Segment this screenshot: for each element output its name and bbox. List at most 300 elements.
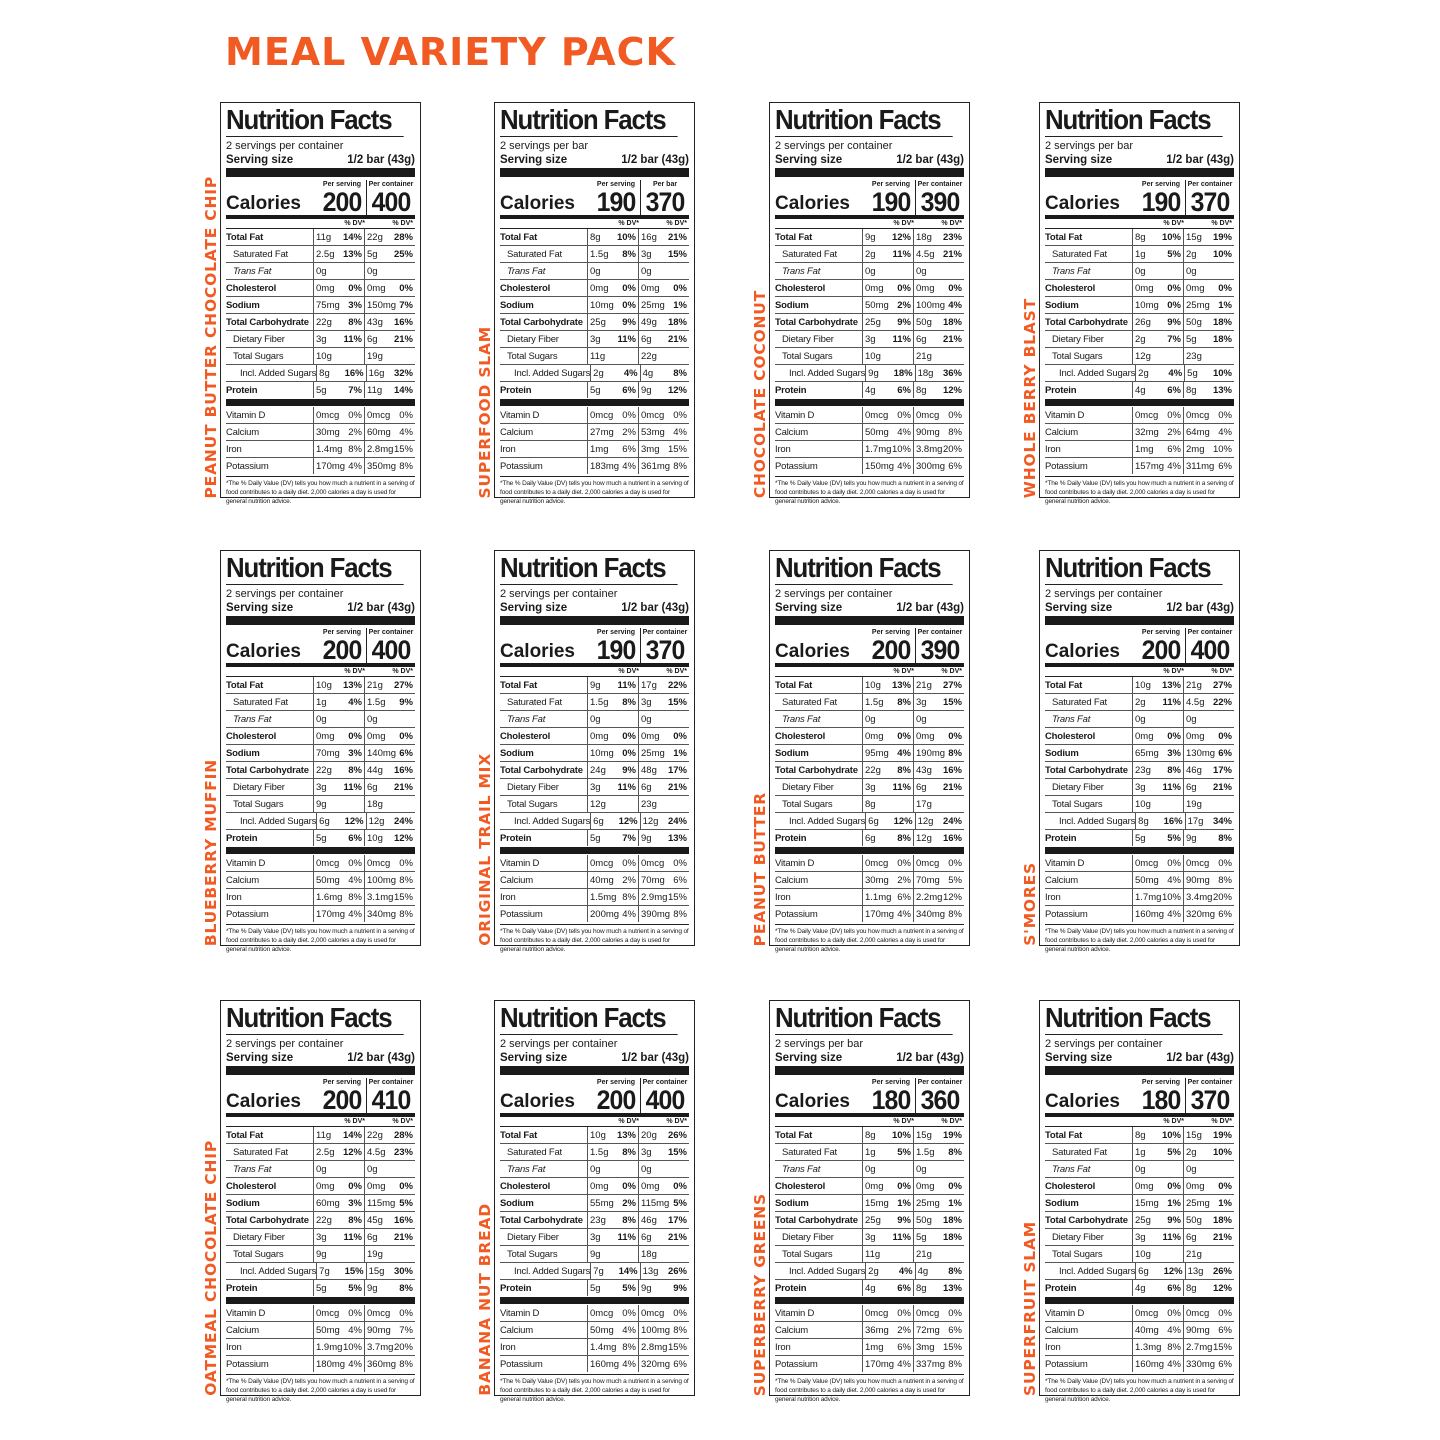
calories-column-header: Per serving: [1141, 1079, 1181, 1086]
nutrient-name: Total Carbohydrate: [226, 316, 309, 328]
nutrient-amount: 23g: [1183, 348, 1213, 364]
nutrient-amount: 21g: [913, 677, 943, 693]
nutrient-row: [775, 1161, 964, 1178]
nutrient-amount: 4g: [862, 382, 892, 398]
nutrient-amount: 0mg: [313, 1178, 343, 1194]
nutrient-name: Cholesterol: [500, 1180, 551, 1192]
nutrient-amount: 115mg: [364, 1195, 394, 1211]
nutrient-amount: 23g: [1132, 762, 1162, 778]
nutrient-row: [1045, 1263, 1234, 1280]
nutrient-amount: 190mg: [913, 745, 943, 761]
nutrient-name: Cholesterol: [1045, 282, 1096, 294]
nutrition-facts-heading: Nutrition Facts: [500, 105, 678, 137]
vitamin-amount: 60mg: [364, 424, 394, 440]
nutrient-dv: 6%: [348, 832, 362, 844]
vitamin-amount: 157mg: [1132, 458, 1162, 474]
vitamin-amount: 27mg: [587, 424, 617, 440]
dv-header: % DV*: [1211, 668, 1232, 675]
nutrient-amount: 0g: [1183, 711, 1213, 727]
nutrient-amount: 50mg: [862, 297, 892, 313]
calories-label: Calories: [1045, 1091, 1120, 1112]
dv-header-row: [226, 1117, 415, 1127]
nutrient-dv: [343, 263, 364, 279]
nutrient-amount: 46g: [638, 1212, 668, 1228]
nutrient-dv: 8%: [948, 1265, 962, 1277]
nutrition-facts-label: [220, 550, 421, 953]
nutrient-row: [500, 314, 689, 331]
calories-column: [592, 1078, 640, 1113]
nutrient-row: [226, 728, 415, 745]
dv-header-row: [775, 667, 964, 677]
flavor-name: WHOLE BERRY BLAST: [1021, 297, 1039, 498]
vitamin-amount: 0mcg: [862, 407, 892, 423]
nutrient-dv: 26%: [1212, 1265, 1232, 1277]
nutrient-dv: 0%: [1167, 282, 1181, 294]
nutrient-dv: 1%: [673, 299, 687, 311]
nutrient-dv: 10%: [891, 1129, 911, 1141]
nutrient-dv: [1213, 711, 1234, 727]
nutrient-row: [500, 694, 689, 711]
nutrient-dv: [343, 1161, 364, 1177]
nutrient-dv: 21%: [942, 781, 962, 793]
nutrient-dv: 27%: [1212, 679, 1232, 691]
nutrient-amount: 2g: [1132, 331, 1162, 347]
nutrient-amount: 0g: [1183, 1161, 1213, 1177]
vitamin-dv: 6%: [948, 1324, 962, 1336]
calories-value: 190: [1141, 187, 1181, 217]
nutrient-amount: 95mg: [862, 745, 892, 761]
vitamin-amount: 90mg: [1183, 872, 1213, 888]
serving-size-label: Serving size: [1045, 1052, 1113, 1064]
nutrient-row: [226, 1280, 415, 1296]
calories-value: 360: [920, 1085, 960, 1115]
vitamin-dv: 4%: [622, 460, 636, 472]
vitamin-amount: 0mcg: [364, 855, 394, 871]
vitamin-dv: 5%: [948, 874, 962, 886]
flavor-label: [201, 1000, 221, 1396]
nutrient-dv: [617, 711, 638, 727]
vitamin-dv: 4%: [897, 426, 911, 438]
vitamin-amount: 0mcg: [313, 1305, 343, 1321]
nutrient-amount: 22g: [313, 762, 343, 778]
nutrient-row: [775, 779, 964, 796]
dv-footnote: *The % Daily Value (DV) tells you how much a nutrient in a serving of food contributes to a daily diet. 2,000 calories a day is used for general nutrition advice.: [775, 924, 964, 954]
nutrient-row: [226, 1178, 415, 1195]
vitamin-dv: 4%: [399, 426, 413, 438]
nutrient-dv: 18%: [942, 316, 962, 328]
nutrient-amount: 21g: [364, 677, 394, 693]
nutrient-amount: 25mg: [638, 745, 668, 761]
calories-value: 400: [1190, 635, 1230, 665]
nutrient-row: [775, 1195, 964, 1212]
nutrient-amount: 48g: [638, 762, 668, 778]
flavor-name: S'MORES: [1021, 862, 1039, 946]
nutrient-amount: 2.5g: [313, 1144, 343, 1160]
vitamin-amount: 337mg: [913, 1356, 943, 1372]
nutrient-dv: [943, 348, 964, 364]
nutrient-amount: 140mg: [364, 745, 394, 761]
nutrient-row: [226, 1229, 415, 1246]
nutrient-dv: 10%: [1212, 1146, 1232, 1158]
nutrient-row: [500, 728, 689, 745]
nutrient-amount: 6g: [364, 779, 394, 795]
thick-divider: [775, 1297, 964, 1304]
nutrient-amount: 21g: [913, 1246, 943, 1262]
nutrient-amount: 6g: [1183, 1229, 1213, 1245]
nutrient-dv: 8%: [348, 316, 362, 328]
nutrient-name: Saturated Fat: [233, 1146, 288, 1158]
dv-footnote: *The % Daily Value (DV) tells you how much a nutrient in a serving of food contributes to a daily diet. 2,000 calories a day is used for general nutrition advice.: [1045, 1374, 1234, 1404]
nutrient-amount: 0mg: [587, 1178, 617, 1194]
nutrient-amount: 130mg: [1183, 745, 1213, 761]
calories-value: 190: [596, 635, 636, 665]
nutrient-amount: 1.5g: [587, 246, 617, 262]
vitamin-row: [1045, 424, 1234, 441]
nutrient-name: Total Fat: [500, 679, 538, 691]
nutrition-facts-label: [769, 550, 970, 953]
calories-value: 200: [1141, 635, 1181, 665]
vitamin-dv: 8%: [948, 426, 962, 438]
vitamin-amount: 3mg: [638, 441, 668, 457]
nutrient-amount: 22g: [364, 1127, 394, 1143]
nutrient-name: Total Sugars: [507, 350, 558, 362]
servings-per-container: 2 servings per bar: [775, 1038, 864, 1050]
nutrient-row: [500, 1161, 689, 1178]
nutrient-dv: 16%: [942, 832, 962, 844]
nutrient-amount: 11g: [313, 1127, 343, 1143]
calories-column: [318, 180, 366, 215]
dv-header-row: [1045, 219, 1234, 229]
nutrient-name: Sodium: [1045, 299, 1079, 311]
nutrient-amount: 0mg: [587, 728, 617, 744]
nutrient-row: [226, 779, 415, 796]
vitamin-amount: 50mg: [1132, 872, 1162, 888]
vitamin-dv: 8%: [948, 1358, 962, 1370]
dv-header-row: [226, 667, 415, 677]
flavor-name: OATMEAL CHOCOLATE CHIP: [202, 1140, 220, 1396]
vitamin-amount: 361mg: [638, 458, 668, 474]
nutrient-amount: 19g: [1183, 796, 1213, 812]
vitamin-amount: 320mg: [638, 1356, 668, 1372]
vitamin-dv: 10%: [891, 443, 911, 455]
nutrient-name: Protein: [775, 832, 807, 844]
nutrient-name: Protein: [1045, 384, 1077, 396]
nutrient-dv: 1%: [673, 747, 687, 759]
nutrient-name: Total Carbohydrate: [1045, 764, 1128, 776]
nutrient-amount: 13g: [640, 1263, 668, 1279]
nutrient-row: [1045, 331, 1234, 348]
vitamin-row: [1045, 872, 1234, 889]
nutrient-amount: 0g: [913, 711, 943, 727]
nutrient-amount: 0mg: [913, 728, 943, 744]
flavor-name: BLUEBERRY MUFFIN: [202, 758, 220, 946]
calories-label: Calories: [1045, 193, 1120, 214]
nutrient-amount: 22g: [364, 229, 394, 245]
vitamin-dv: 0%: [1218, 857, 1232, 869]
nutrient-name: Trans Fat: [782, 1163, 821, 1175]
nutrient-name: Incl. Added Sugars: [240, 1265, 317, 1277]
vitamin-amount: 0mcg: [913, 1305, 943, 1321]
flavor-name: SUPERFOOD SLAM: [476, 325, 494, 498]
vitamin-dv: 0%: [897, 409, 911, 421]
nutrient-name: Total Fat: [1045, 231, 1083, 243]
nutrient-dv: 13%: [342, 679, 362, 691]
vitamin-name: Vitamin D: [226, 409, 266, 421]
nutrient-amount: 11g: [587, 348, 617, 364]
nutrient-row: [1045, 830, 1234, 846]
vitamin-row: [500, 1322, 689, 1339]
nutrient-name: Dietary Fiber: [1052, 1231, 1104, 1243]
nutrient-dv: 6%: [399, 747, 413, 759]
nutrient-dv: 12%: [618, 815, 638, 827]
serving-size-label: Serving size: [226, 1052, 294, 1064]
vitamin-row: [775, 441, 964, 458]
nutrient-row: [226, 280, 415, 297]
serving-size-row: [775, 153, 964, 167]
flavor-name: PEANUT BUTTER: [751, 791, 769, 946]
nutrition-facts-label: [220, 102, 421, 505]
vitamin-amount: 2.8mg: [364, 441, 394, 457]
nutrient-dv: [394, 263, 415, 279]
vitamin-amount: 1.7mg: [862, 441, 892, 457]
vitamin-amount: 70mg: [913, 872, 943, 888]
nutrient-amount: 75mg: [313, 297, 343, 313]
nutrient-dv: 5%: [897, 1146, 911, 1158]
nutrient-row: [775, 331, 964, 348]
nutrient-dv: 5%: [673, 1197, 687, 1209]
nutrient-row: [1045, 1212, 1234, 1229]
vitamin-row: [500, 441, 689, 458]
nutrient-dv: 19%: [942, 1129, 962, 1141]
nutrient-name: Sodium: [1045, 747, 1079, 759]
nutrient-name: Total Fat: [500, 1129, 538, 1141]
nutrient-name: Cholesterol: [775, 730, 826, 742]
nutrient-dv: 27%: [393, 679, 413, 691]
vitamin-dv: 0%: [897, 857, 911, 869]
nutrient-row: [1045, 1246, 1234, 1263]
nutrient-row: [500, 830, 689, 846]
nutrient-amount: 26g: [1132, 314, 1162, 330]
nutrition-facts-label: [769, 102, 970, 505]
nutrient-name: Saturated Fat: [507, 1146, 562, 1158]
nutrient-dv: 22%: [667, 679, 687, 691]
nutrient-row: [775, 365, 964, 382]
nutrient-dv: 21%: [393, 333, 413, 345]
vitamin-dv: 15%: [393, 891, 413, 903]
vitamin-dv: 4%: [1167, 1324, 1181, 1336]
nutrient-dv: 2%: [897, 299, 911, 311]
servings-per-container: 2 servings per container: [775, 588, 893, 600]
thick-divider: [1045, 847, 1234, 854]
nutrient-dv: 8%: [622, 1214, 636, 1226]
nutrient-amount: 8g: [913, 1280, 943, 1296]
calories-column: [1185, 628, 1234, 663]
nutrient-dv: [394, 348, 415, 364]
nutrient-name: Total Sugars: [507, 1248, 558, 1260]
nutrient-dv: [1162, 1161, 1183, 1177]
calories-value: 390: [920, 635, 960, 665]
nutrient-row: [500, 677, 689, 694]
nutrient-name: Cholesterol: [1045, 1180, 1096, 1192]
nutrient-name: Total Carbohydrate: [775, 764, 858, 776]
nutrient-amount: 15g: [1183, 1127, 1213, 1143]
nutrient-amount: 5g: [1184, 365, 1213, 381]
nutrient-dv: 18%: [1212, 1214, 1232, 1226]
nutrient-dv: 8%: [348, 764, 362, 776]
nutrient-dv: 0%: [622, 299, 636, 311]
nutrient-dv: 8%: [622, 248, 636, 260]
dv-header-row: [500, 1117, 689, 1127]
vitamin-dv: 0%: [399, 857, 413, 869]
dv-footnote: *The % Daily Value (DV) tells you how much a nutrient in a serving of food contributes to a daily diet. 2,000 calories a day is used for general nutrition advice.: [226, 1374, 415, 1404]
vitamin-dv: 8%: [673, 1324, 687, 1336]
nutrient-dv: [343, 1246, 364, 1262]
flavor-name: BANANA NUT BREAD: [476, 1203, 494, 1396]
nutrient-amount: 25mg: [638, 297, 668, 313]
dv-header: % DV*: [941, 220, 962, 227]
nutrient-name: Total Carbohydrate: [1045, 316, 1128, 328]
vitamin-name: Vitamin D: [1045, 1307, 1085, 1319]
vitamin-name: Potassium: [500, 460, 543, 472]
nutrient-dv: 3%: [348, 299, 362, 311]
nutrient-amount: 0mg: [1183, 280, 1213, 296]
serving-size-label: Serving size: [775, 1052, 843, 1064]
vitamin-dv: 4%: [897, 1358, 911, 1370]
nutrient-dv: [617, 263, 638, 279]
vitamin-dv: 2%: [1167, 426, 1181, 438]
nutrient-row: [1045, 297, 1234, 314]
nutrient-name: Incl. Added Sugars: [1059, 367, 1136, 379]
vitamin-amount: 2.7mg: [1183, 1339, 1213, 1355]
nutrient-amount: 0mg: [862, 1178, 892, 1194]
nutrient-amount: 9g: [638, 382, 668, 398]
calories-label: Calories: [775, 193, 850, 214]
nutrient-amount: 0mg: [1183, 1178, 1213, 1194]
nutrient-amount: 15g: [1183, 229, 1213, 245]
nutrition-facts-label: [769, 1000, 970, 1403]
nutrient-name: Dietary Fiber: [233, 1231, 285, 1243]
dv-header: % DV*: [941, 1118, 962, 1125]
nutrient-name: Cholesterol: [500, 730, 551, 742]
nutrient-amount: 44g: [364, 762, 394, 778]
thick-divider: [226, 1297, 415, 1304]
nutrient-dv: 3%: [348, 1197, 362, 1209]
vitamin-name: Vitamin D: [1045, 409, 1085, 421]
nutrient-dv: 24%: [942, 815, 962, 827]
nutrient-dv: 8%: [948, 1146, 962, 1158]
nutrition-facts-heading: Nutrition Facts: [1045, 553, 1223, 585]
nutrient-row: [1045, 263, 1234, 280]
nutrient-dv: 4%: [897, 747, 911, 759]
vitamin-name: Vitamin D: [1045, 857, 1085, 869]
nutrient-dv: 21%: [1212, 1231, 1232, 1243]
calories-label: Calories: [500, 193, 575, 214]
nutrient-name: Total Fat: [226, 679, 264, 691]
vitamin-name: Calcium: [775, 874, 808, 886]
nutrient-dv: [1213, 1161, 1234, 1177]
vitamin-row: [775, 424, 964, 441]
nutrient-row: [500, 365, 689, 382]
nutrient-amount: 10mg: [1132, 297, 1162, 313]
nutrient-amount: 25g: [587, 314, 617, 330]
nutrient-amount: 10mg: [587, 297, 617, 313]
servings-per-container: 2 servings per container: [500, 588, 618, 600]
nutrient-amount: 3g: [313, 779, 343, 795]
calories-column: [366, 1078, 415, 1113]
nutrient-row: [775, 229, 964, 246]
nutrient-dv: 7%: [1167, 333, 1181, 345]
vitamin-amount: 160mg: [1132, 906, 1162, 922]
nutrient-amount: 3g: [638, 246, 668, 262]
serving-size-row: [500, 1051, 689, 1065]
nutrient-amount: 10g: [1132, 677, 1162, 693]
nutrient-name: Total Sugars: [233, 798, 284, 810]
nutrient-dv: 9%: [897, 1214, 911, 1226]
nutrient-dv: 0%: [348, 730, 362, 742]
nutrient-name: Total Sugars: [233, 350, 284, 362]
nutrient-row: [775, 745, 964, 762]
nutrient-name: Cholesterol: [775, 282, 826, 294]
nutrient-dv: 6%: [897, 384, 911, 396]
nutrient-dv: 14%: [393, 384, 413, 396]
vitamin-dv: 15%: [667, 1341, 687, 1353]
nutrient-row: [775, 677, 964, 694]
nutrient-name: Saturated Fat: [782, 1146, 837, 1158]
vitamin-amount: 0mcg: [364, 1305, 394, 1321]
vitamin-amount: 2mg: [1183, 441, 1213, 457]
nutrient-dv: [617, 348, 638, 364]
vitamin-name: Potassium: [775, 460, 818, 472]
nutrient-amount: 2g: [1183, 246, 1213, 262]
vitamin-name: Potassium: [226, 1358, 269, 1370]
vitamin-amount: 170mg: [862, 906, 892, 922]
nutrient-dv: [892, 348, 913, 364]
nutrient-dv: 11%: [892, 781, 911, 793]
vitamin-row: [226, 441, 415, 458]
nutrient-dv: [394, 796, 415, 812]
flavor-label: [750, 550, 770, 946]
calories-column-header: Per serving: [871, 181, 911, 188]
vitamin-name: Vitamin D: [226, 857, 266, 869]
dv-header: % DV*: [344, 220, 365, 227]
vitamin-row: [500, 407, 689, 424]
vitamin-name: Vitamin D: [775, 857, 815, 869]
nutrient-name: Incl. Added Sugars: [514, 367, 591, 379]
nutrient-amount: 0g: [587, 711, 617, 727]
nutrient-amount: 2.5g: [313, 246, 343, 262]
vitamin-name: Vitamin D: [775, 1307, 815, 1319]
calories-column: [592, 628, 640, 663]
vitamin-name: Calcium: [775, 1324, 808, 1336]
vitamin-row: [1045, 906, 1234, 922]
nutrient-dv: 5%: [348, 1282, 362, 1294]
vitamin-name: Iron: [500, 443, 516, 455]
vitamin-row: [500, 1305, 689, 1322]
serving-size-row: [775, 1051, 964, 1065]
flavor-label: [201, 102, 221, 498]
nutrient-row: [775, 796, 964, 813]
nutrient-amount: 50g: [1183, 1212, 1213, 1228]
nutrient-dv: 8%: [622, 1146, 636, 1158]
nutrient-amount: 5g: [313, 382, 343, 398]
flavor-label: [1020, 550, 1040, 946]
vitamin-dv: 8%: [673, 908, 687, 920]
thick-divider: [1045, 399, 1234, 406]
nutrient-amount: 5g: [587, 1280, 617, 1296]
calories-column-header: Per serving: [871, 629, 911, 636]
nutrient-row: [226, 796, 415, 813]
serving-size-label: Serving size: [500, 602, 568, 614]
